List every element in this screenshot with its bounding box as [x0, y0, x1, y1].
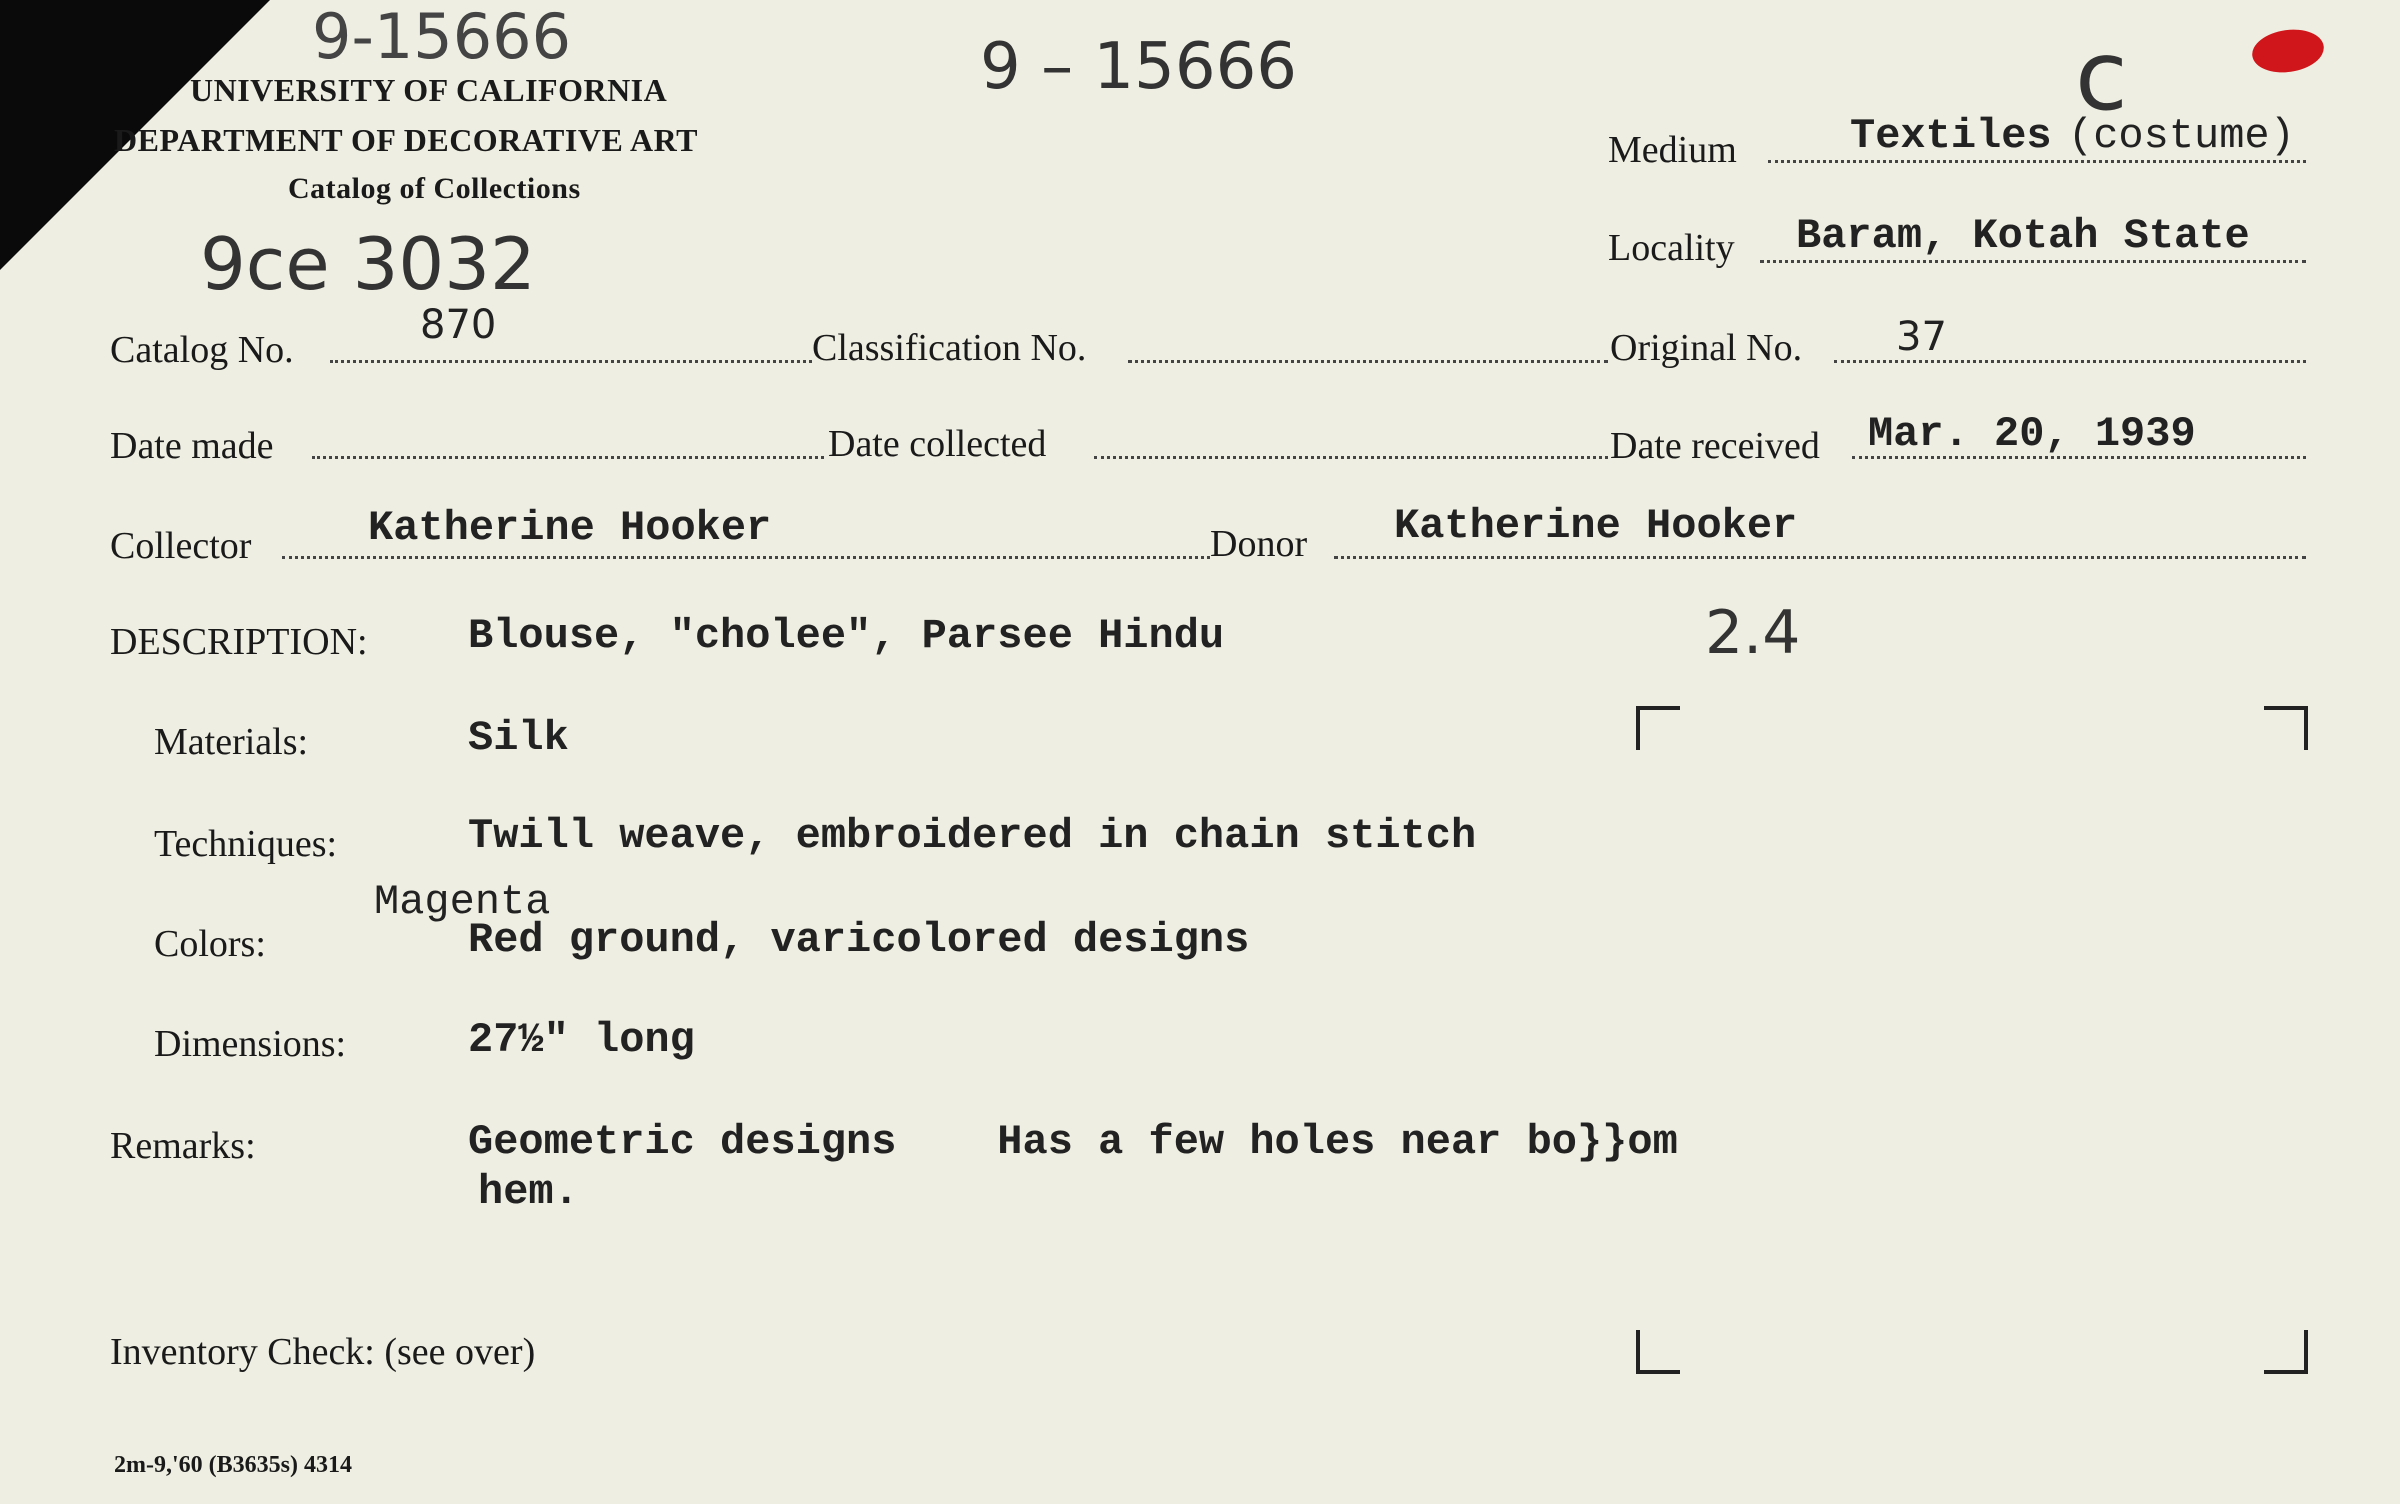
- catalog-no-label: Catalog No.: [110, 329, 294, 371]
- colors-note: Magenta: [374, 878, 551, 926]
- techniques-value: Twill weave, embroidered in chain stitch: [468, 812, 1477, 860]
- classification-no-label: Classification No.: [812, 327, 1087, 369]
- donor-label: Donor: [1210, 523, 1308, 565]
- handwritten-number-top-center: 9 – 15666: [980, 30, 1297, 104]
- donor-value: Katherine Hooker: [1394, 502, 1798, 550]
- techniques-label: Techniques:: [154, 823, 338, 865]
- date-collected-line: [1094, 456, 1608, 459]
- catalog-no-line: [330, 360, 812, 363]
- dimensions-label: Dimensions:: [154, 1023, 347, 1065]
- handwritten-dimension-note: 2.4: [1705, 598, 1801, 668]
- description-value: Blouse, "cholee", Parsee Hindu: [468, 612, 1225, 660]
- colors-value: Red ground, varicolored designs: [468, 916, 1250, 964]
- donor-line: [1334, 556, 2306, 559]
- institution-name: UNIVERSITY OF CALIFORNIA: [190, 72, 668, 108]
- date-made-label: Date made: [110, 425, 274, 467]
- bracket-top-left: [1636, 706, 1680, 750]
- handwritten-mark-c: c: [2075, 20, 2128, 132]
- materials-label: Materials:: [154, 721, 309, 763]
- colors-label: Colors:: [154, 923, 266, 965]
- remarks-value-line1: Geometric designs Has a few holes near bo}}om: [468, 1118, 1678, 1166]
- locality-line: [1760, 260, 2306, 263]
- date-received-label: Date received: [1610, 425, 1820, 467]
- original-no-value: 37: [1896, 314, 1947, 360]
- handwritten-number-top-left: 9-15666: [312, 0, 572, 73]
- date-made-line: [312, 456, 824, 459]
- red-dot-mark: [2249, 25, 2326, 77]
- bracket-bottom-right: [2264, 1330, 2308, 1374]
- date-received-value: Mar. 20, 1939: [1868, 410, 2196, 458]
- bracket-top-right: [2264, 706, 2308, 750]
- original-no-label: Original No.: [1610, 327, 1803, 369]
- date-collected-label: Date collected: [828, 423, 1047, 465]
- collector-line: [282, 556, 1210, 559]
- medium-label: Medium: [1608, 129, 1737, 171]
- original-no-line: [1834, 360, 2306, 363]
- collector-value: Katherine Hooker: [368, 504, 772, 552]
- inventory-check-label: Inventory Check: (see over): [110, 1331, 536, 1373]
- print-code-footer: 2m-9,'60 (B3635s) 4314: [114, 1452, 352, 1478]
- locality-label: Locality: [1608, 227, 1735, 269]
- catalog-subtitle: Catalog of Collections: [288, 172, 581, 205]
- locality-value: Baram, Kotah State: [1796, 212, 2250, 260]
- department-name: DEPARTMENT OF DECORATIVE ART: [114, 122, 698, 158]
- materials-value: Silk: [468, 714, 569, 762]
- medium-note: (costume): [2068, 112, 2295, 160]
- medium-value: Textiles: [1850, 112, 2052, 160]
- classification-no-line: [1128, 360, 1608, 363]
- bracket-bottom-left: [1636, 1330, 1680, 1374]
- catalog-no-value: 870: [420, 302, 497, 348]
- collector-label: Collector: [110, 525, 252, 567]
- remarks-value-line2: hem.: [478, 1168, 579, 1216]
- dimensions-value: 27½" long: [468, 1016, 695, 1064]
- description-label: DESCRIPTION:: [110, 621, 368, 663]
- remarks-label: Remarks:: [110, 1125, 256, 1167]
- handwritten-acc-number: 9ce 3032: [200, 222, 536, 306]
- medium-line: [1768, 160, 2306, 163]
